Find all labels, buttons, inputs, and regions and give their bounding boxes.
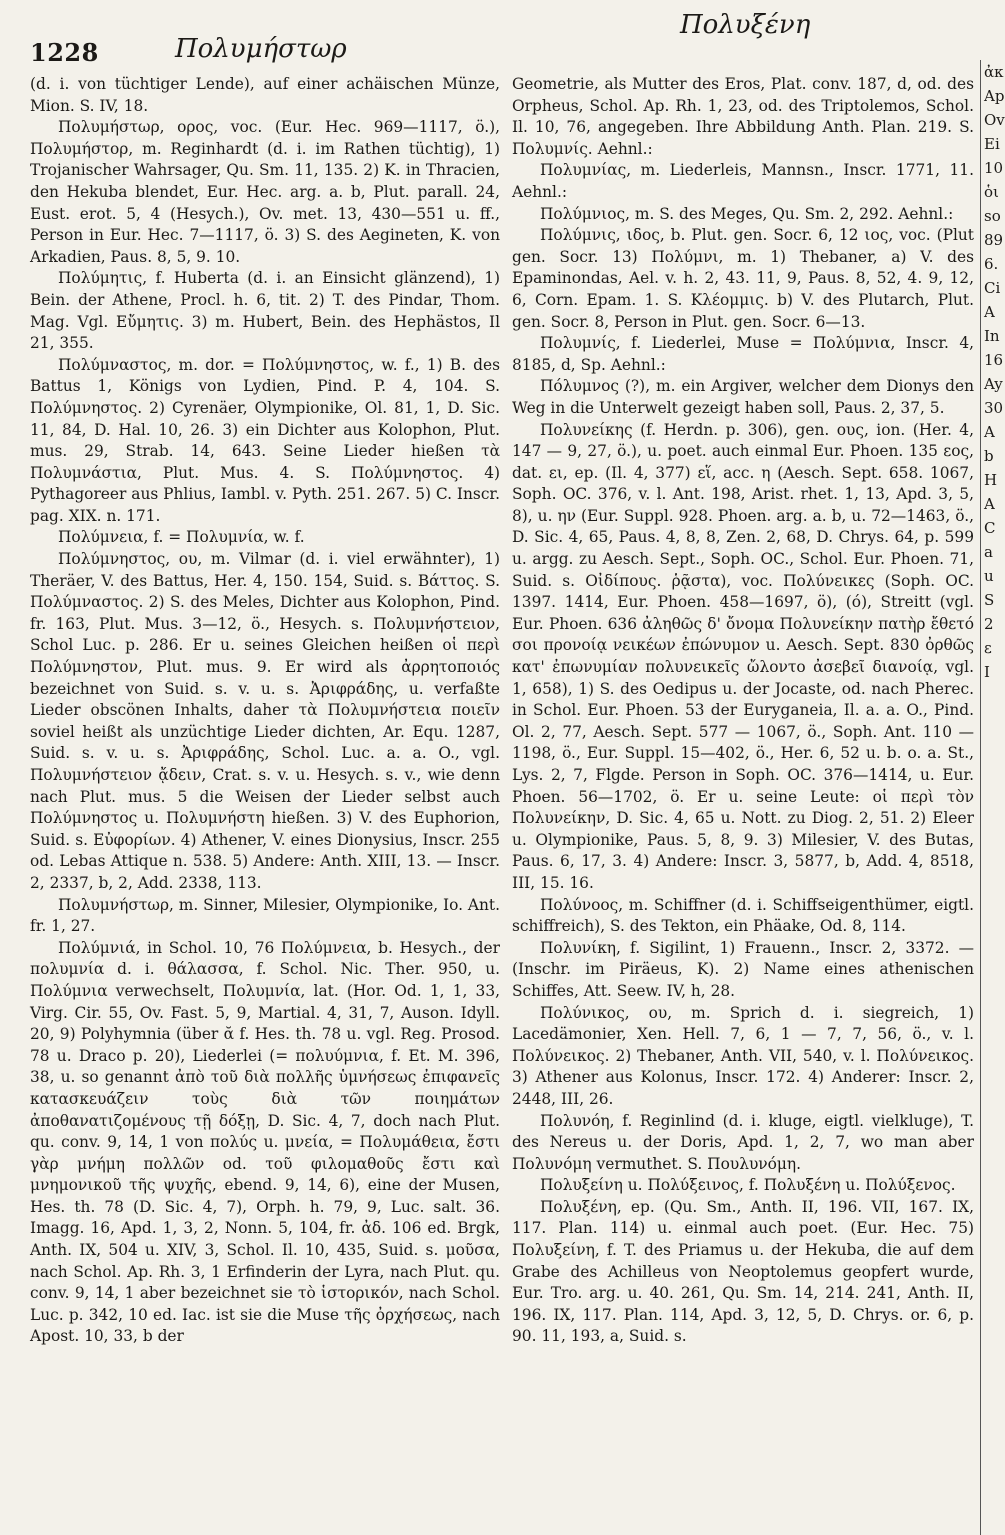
margin-fragment: Ei (984, 135, 1000, 153)
margin-fragment: Ci (984, 279, 1001, 297)
margin-fragment: Ov (984, 111, 1005, 129)
page-number: 1228 (30, 38, 99, 67)
dictionary-entry: Πολύμνιά, in Schol. 10, 76 Πολύμνεια, b. Hesych., der πολυμνία d. i. θάλασσα, f. Schol. Nic. Ther. 950, u. Πολύμνια verwechselt, Πολυμνία, lat. (Hor. Od. 1, 1, 33, Virg. Cir. 55, Ov. Fast. 5, 9, Martial. 4, 31, 7, Auson. Idyll. 20, 9) Polyhymnia (über ᾰ f. Hes. th. 78 u. vgl. Reg. Prosod. 78 u. Draco p. 20), Liederlei (= πολυύμνια, f. Et. M. 396, 38, u. so genannt ἀπὸ τοῦ διὰ πολλῆς ὑμνήσεως ἐπιφανεῖς κατασκευάζειν τοὺς διὰ τῶν ποιημάτων ἀποθανατιζομένους τῇ δόξῃ, D. Sic. 4, 7, doch nach Plut. qu. conv. 9, 14, 1 von πολύς u. μνεία, = Πολυμάθεια, ἔστι γὰρ μνήμη πολλῶν od. τοῦ φιλομαθοῦς ἔστι καὶ μνημονικοῦ τῆς ψυχῆς, ebend. 9, 14, 6), eine der Musen, Hes. th. 78 (D. Sic. 4, 7), Orph. h. 79, 9, Luc. salt. 36. Imagg. 16, Apd. 1, 3, 2, Nonn. 5, 104, fr. ἀδ. 106 ed. Brgk, Anth. IX, 504 u. XIV, 3, Schol. Il. 10, 435, Suid. s. μοῦσα, nach Schol. Ap. Rh. 3, 1 Erfinderin der Lyra, nach Plut. qu. conv. 9, 14, 1 aber bezeichnet sie τὸ ἱστορικόν, nach Schol. Luc. p. 342, 10 ed. Iac. ist sie die Muse τῆς ὀρχήσεως, nach Apost. 10, 33, b der (30, 938, 500, 1346)
dictionary-entry: Πολυνόη, f. Reginlind (d. i. kluge, eigtl. vielkluge), T. des Nereus u. der Doris, Apd. 1, 2, 7, wo man aber Πολυνόμη vermuthet. S. Πουλυνόμη. (512, 1111, 974, 1173)
margin-fragment: Ap (984, 87, 1005, 105)
margin-fragment: 30 (984, 399, 1004, 417)
dictionary-entry: Πολυνίκη, f. Sigilint, 1) Frauenn., Inscr. 2, 3372. — (Inschr. im Piräeus, K). 2) Name eines athenischen Schiffes, Att. Seew. IV, h, 28. (512, 938, 974, 1000)
margin-fragment: 10 (984, 159, 1004, 177)
dictionary-entry: Πολυμνήστωρ, m. Sinner, Milesier, Olympionike, Io. Ant. fr. 1, 27. (30, 895, 500, 936)
dictionary-entry: Πολυμνίας, m. Liederleis, Mannsn., Inscr. 1771, 11. Aehnl.: (512, 161, 974, 201)
margin-fragment: ε (984, 639, 992, 657)
column-rule (980, 60, 981, 1535)
margin-fragment: 16 (984, 351, 1004, 369)
right-column (512, 74, 974, 1348)
dictionary-entry: Geometrie, als Mutter des Eros, Plat. conv. 187, d, od. des Orpheus, Schol. Ap. Rh. 1, 23, od. des Triptolemos, Schol. Il. 10, 76, angegeben. Ihre Abbildung Anth. Plan. 219. S. Πολυμνίς. Aehnl.: (512, 75, 974, 158)
dictionary-entry: Πολυξένη, ep. (Qu. Sm., Anth. II, 196. VII, 167. IX, 117. Plan. 114) u. einmal auch poet. (Eur. Hec. 75) Πολυξείνη, f. T. des Priamus u. der Hekuba, die auf dem Grabe des Achilleus von Neoptolemus geopfert wurde, Eur. Tro. arg. u. 40. 261, Qu. Sm. 14, 214. 241, Anth. II, 196. IX, 117. Plan. 114, Apd. 3, 12, 5, D. Chrys. or. 6, p. 90. 11, 193, a, Suid. s. (512, 1197, 974, 1346)
dictionary-entry: Πολύνικος, ου, m. Sprich d. i. siegreich, 1) Lacedämonier, Xen. Hell. 7, 6, 1 — 7, 7, 56, ö., v. l. Πολύνεικος. 2) Thebaner, Anth. VII, 540, v. l. Πολύνεικος. 3) Athener aus Kolonus, Inscr. 172. 4) Anderer: Inscr. 2, 2448, III, 26. (512, 1003, 974, 1108)
margin-fragment: so (984, 207, 1001, 225)
margin-fragment: ὁι (984, 183, 999, 201)
margin-fragment: 2 (984, 615, 994, 633)
margin-fragment: u (984, 567, 994, 585)
running-head-left: Πολυμήστωρ (175, 34, 347, 64)
margin-fragment: a (984, 543, 993, 561)
next-page-margin (980, 60, 1005, 1535)
dictionary-entry: (d. i. von tüchtiger Lende), auf einer achäischen Münze, Mion. S. IV, 18. (30, 75, 500, 115)
margin-fragment: 6. (984, 255, 999, 273)
dictionary-entry: Πολύμνεια, f. = Πολυμνία, w. f. (58, 528, 305, 547)
running-head-right: Πολυξένη (680, 10, 811, 40)
dictionary-entry: Πολύμητις, f. Huberta (d. i. an Einsicht glänzend), 1) Bein. der Athene, Procl. h. 6, tit. 2) T. des Pindar, Thom. Mag. Vgl. Εὔμητις. 3) m. Hubert, Bein. des Hephästos, Il 21, 355. (30, 269, 500, 353)
dictionary-entry: Πολύμνηστος, ου, m. Vilmar (d. i. viel erwähnter), 1) Theräer, V. des Battus, Her. 4, 150. 154, Suid. s. Βάττος. S. Πολύμναστος. 2) S. des Meles, Dichter aus Kolophon, Pind. fr. 163, Plut. Mus. 3—12, ö., Hesych. s. Πολυμνήστειον, Schol Luc. p. 286. Er u. seines Gleichen heißen οἱ περὶ Πολύμνηστον, Plut. mus. 9. Er wird als ἀρρητοποιός bezeichnet von Suid. s. v. u. s. Ἀριφράδης, u. verfaßte Lieder obscönen Inhalts, daher τὰ Πολυμνήστεια ποιεῖν soviel heißt als unzüchtige Lieder dichten, Ar. Equ. 1287, Suid. s. v. u. s. Ἀριφράδης, Schol. Luc. a. a. O., vgl. Πολυμνήστειον ᾄδειν, Crat. s. v. u. Hesych. s. v., wie denn nach Plut. mus. 5 die Weisen der Lieder selbst auch Πολύμνηστος u. Πολυμνήστη hießen. 3) V. des Euphorion, Suid. s. Εὐφορίων. 4) Athener, V. eines Dionysius, Inscr. 255 od. Lebas Attique n. 538. 5) Andere: Anth. XIII, 13. — Inscr. 2, 2337, b, 2, Add. 2338, 113. (30, 550, 500, 892)
dictionary-entry: Πόλυμνος (?), m. ein Argiver, welcher dem Dionys den Weg in die Unterwelt gezeigt haben soll, Paus. 2, 37, 5. (512, 377, 974, 417)
margin-fragment: In (984, 327, 1000, 345)
margin-fragment: C (984, 519, 996, 537)
margin-fragment: Ay (984, 375, 1003, 393)
dictionary-entry: Πολύμνιος, m. S. des Meges, Qu. Sm. 2, 292. Aehnl.: (540, 204, 954, 223)
margin-fragment: H (984, 471, 998, 489)
dictionary-entry: Πολύνοος, m. Schiffner (d. i. Schiffseigenthümer, eigtl. schiffreich), S. des Tekton, ein Phäake, Od. 8, 114. (512, 895, 974, 936)
margin-fragment: I (984, 663, 990, 681)
margin-fragment: 89 (984, 231, 1004, 249)
margin-fragment: A (984, 423, 995, 441)
left-column (30, 74, 500, 1348)
dictionary-entry: Πολυμνίς, f. Liederlei, Muse = Πολύμνια, Inscr. 4, 8185, d, Sp. Aehnl.: (512, 334, 974, 374)
dictionary-entry: Πολυνείκης (f. Herdn. p. 306), gen. ους, ion. (Her. 4, 147 — 9, 27, ö.), u. poet. auch einmal Eur. Phoen. 135 εος, dat. ει, ep. (Il. 4, 377) εἵ, acc. η (Aesch. Sept. 658. 1067, Soph. OC. 376, v. l. Ant. 198, Arist. rhet. 1, 13, Apd. 3, 5, 8), u. ην (Eur. Suppl. 928. Phoen. arg. a. b, u. 72—1463, ö., D. Sic. 4, 65, Paus. 4, 8, 8, Zen. 2, 68, D. Chrys. 64, p. 599 u. argg. zu Aesch. Sept., Soph. OC., Schol. Eur. Phoen. 71, Suid. s. Οἰδίπους. ῥᾷστα), voc. Πολύνεικες (Soph. OC. 1397. 1414, Eur. Phoen. 458—1697, ö), (ό), Streitt (vgl. Eur. Phoen. 636 ἀληθῶς δ' ὄνομα Πολυνείκην πατὴρ ἔθετό σοι προνοίᾳ νεικέων ἐπώνυμον u. Aesch. Sept. 830 ὀρθῶς κατ' ἐπωνυμίαν πολυνεικεῖς ὤλοντο ἀσεβεῖ διανοίᾳ, vgl. 1, 658), 1) S. des Oedipus u. der Jocaste, od. nach Pherec. in Schol. Eur. Phoen. 53 der Euryganeia, Il. a. a. O., Pind. Ol. 2, 77, Aesch. Sept. 577 — 1067, ö., Soph. Ant. 110 — 1198, ö., Eur. Suppl. 15—402, ö., Her. 6, 52 u. b. o. a. St., Lys. 2, 7, Flgde. Person in Soph. OC. 376—1414, u. Eur. Phoen. 56—1702, ö. Er u. seine Leute: οἱ περὶ τὸν Πολυνείκην, D. Sic. 4, 65 u. Nott. zu Diog. 2, 51. 2) Eleer u. Olympionike, Paus. 5, 8, 9. 3) Milesier, V. des Butas, Paus. 6, 17, 3. 4) Andere: Inscr. 3, 5877, b, Add. 4, 8518, III, 15. 16. (512, 420, 974, 892)
margin-fragment: S (984, 591, 995, 609)
dictionary-entry: Πολυμήστωρ, ορος, voc. (Eur. Hec. 969—1117, ö.), Πολυμήστορ, m. Reginhardt (d. i. im Rathen tüchtig), 1) Trojanischer Wahrsager, Qu. Sm. 11, 135. 2) K. in Thracien, den Hekuba blendet, Eur. Hec. arg. a. b, Plut. parall. 24, Eust. erot. 5, 4 (Hesych.), Ov. met. 13, 430—551 u. ff., Person in Eur. Hec. 7—1117, ö. 3) S. des Aegineten, K. von Arkadien, Paus. 8, 5, 9. 10. (30, 118, 500, 266)
margin-fragment: A (984, 303, 995, 321)
margin-fragment: b (984, 447, 994, 465)
dictionary-entry: Πολύμνις, ιδος, b. Plut. gen. Socr. 6, 12 ιος, voc. (Plut gen. Socr. 13) Πολύμνι, m. 1) Thebaner, a) V. des Epaminondas, Ael. v. h. 2, 43. 11, 9, Paus. 8, 52, 4. 9, 12, 6, Corn. Epam. 1. S. Κλέομμις. b) V. des Plutarch, Plut. gen. Socr. 8, Person in Plut. gen. Socr. 6—13. (512, 226, 974, 331)
dictionary-entry: Πολύμναστος, m. dor. = Πολύμνηστος, w. f., 1) B. des Battus 1, Königs von Lydien, Pind. P. 4, 104. S. Πολύμνηστος. 2) Cyrenäer, Olympionike, Ol. 81, 1, D. Sic. 11, 84, D. Hal. 10, 26. 3) ein Dichter aus Kolophon, Plut. mus. 29, Strab. 14, 643. Seine Lieder hießen τὰ Πολυμνάστια, Plut. Mus. 4. S. Πολύμνηστος. 4) Pythagoreer aus Phlius, Iambl. v. Pyth. 251. 267. 5) C. Inscr. pag. XIX. n. 171. (30, 355, 500, 525)
margin-fragment: A (984, 495, 995, 513)
margin-fragment: ἀκ (984, 63, 1004, 81)
dictionary-entry: Πολυξείνη u. Πολύξεινος, f. Πολυξένη u. Πολύξενος. (540, 1176, 956, 1195)
